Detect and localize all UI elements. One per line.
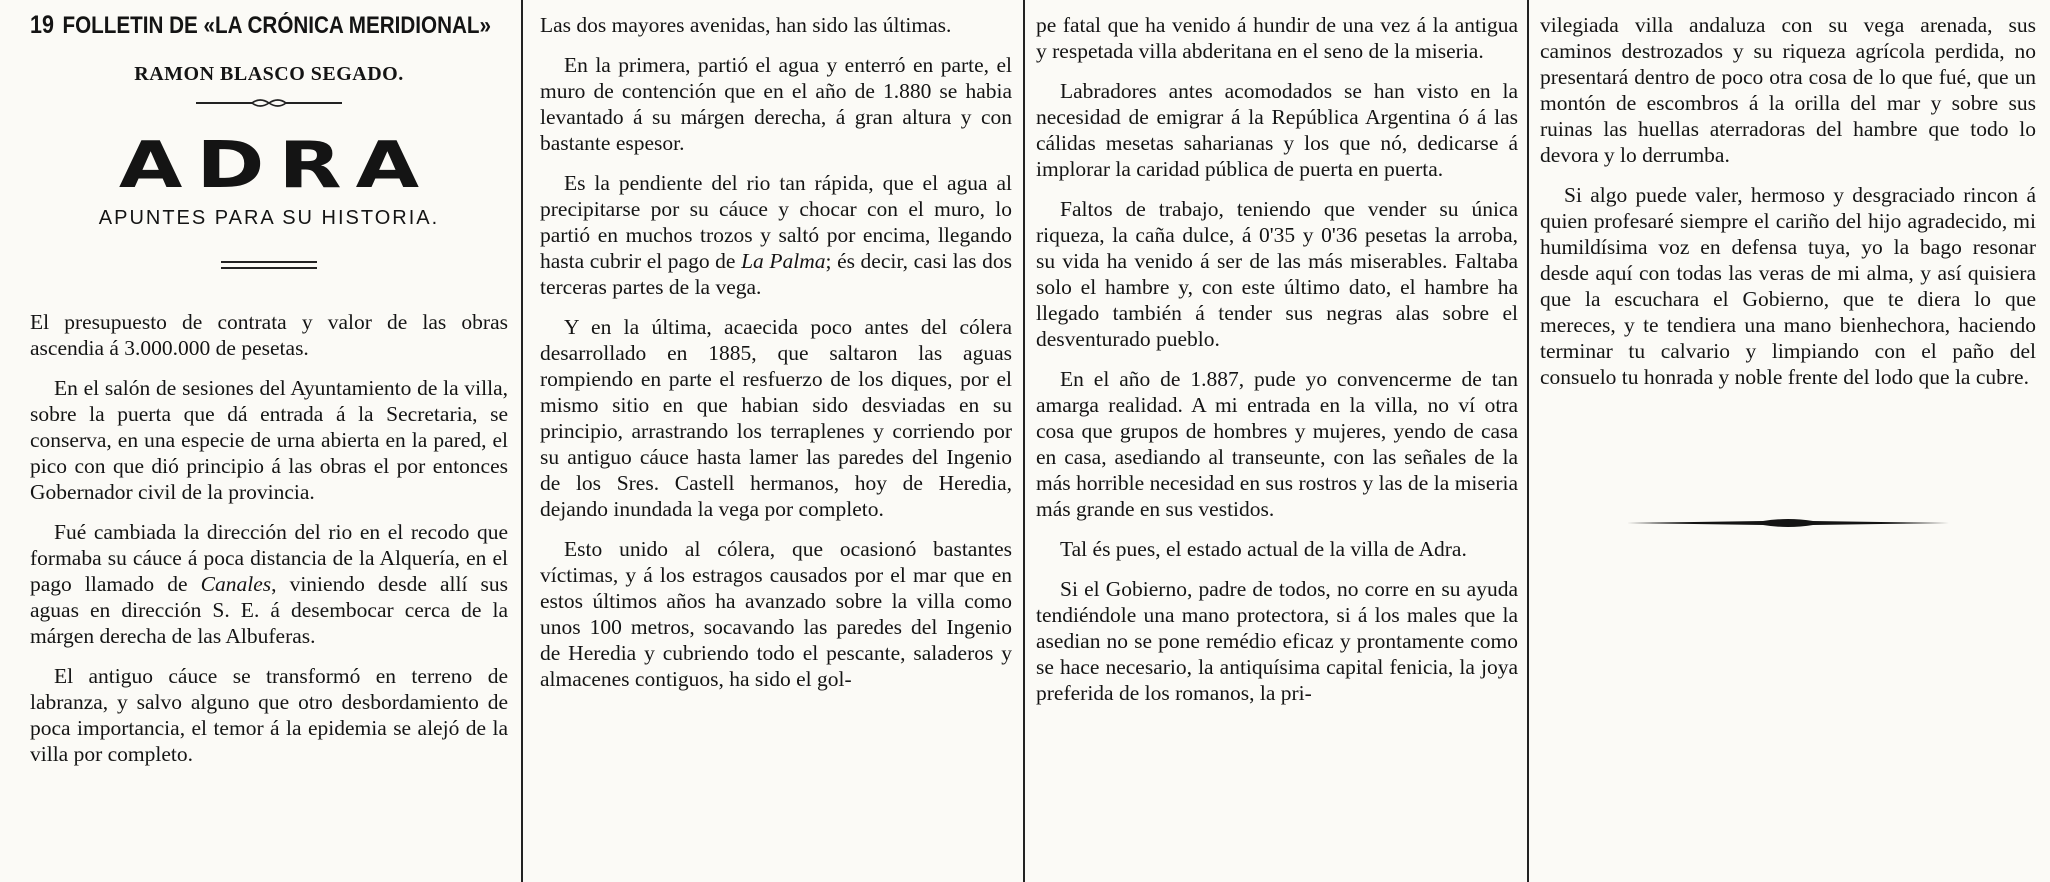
paragraph: Faltos de trabajo, teniendo que vender su única riqueza, la caña dulce, á 0'35 y 0'36 pesetas la arroba, su vida ha venido á ser de las más miserables. Faltaba solo el hambre y, con este último dato, el hambre ha llegado también á tender sus negras alas sobre el desventurado pueblo. xyxy=(1036,197,1518,351)
column-rule xyxy=(521,0,523,882)
double-rule xyxy=(221,261,317,269)
paragraph: Y en la última, acaecida poco antes del cólera desarrollado en 1885, que saltaron las aguas rompiendo en parte el resfuerzo de los diques, por el mismo sitio en que habian sido desviadas en su principio, arrastrando los terraplenes y corriendo por su antiguo cáuce hasta lamer las paredes del Ingenio de los Sres. Castell hermanos, hoy de Heredia, dejando inundada la vega por completo. xyxy=(540,315,1012,521)
paragraph: En el año de 1.887, pude yo convencerme de tan amarga realidad. A mi entrada en la villa, no ví otra cosa que grupos de hombres y mujeres, yendo de casa en casa, asediando al transeunte, con las señales de la más horrible necesidad en sus rostros y las de la miseria más grande en sus vestidos. xyxy=(1036,367,1518,521)
paragraph: vilegiada villa andaluza con su vega arenada, sus caminos destrozados y su riqueza agrícola perdida, no presentará dentro de poco otra cosa de lo que fué, que un montón de escombros á la orilla del mar y sobre sus ruinas las huellas aterradoras del hambre que todo lo devora y lo derrumba. xyxy=(1540,13,2036,167)
italic-term: Canales xyxy=(200,572,272,596)
paragraph: Tal és pues, el estado actual de la villa de Adra. xyxy=(1060,537,1467,561)
paragraph: pe fatal que ha venido á hundir de una vez á la antigua y respetada villa abderitana en el seno de la miseria. xyxy=(1036,13,1518,63)
paragraph: El antiguo cáuce se transformó en terreno de labranza, y salvo alguno que otro desbordamiento de poca importancia, el temor á la epidemia se alejó de la villa por completo. xyxy=(30,664,508,766)
paragraph: En la primera, partió el agua y enterró en parte, el muro de contención que en el año de 1.880 se habia levantado á su márgen derecha, á gran altura y con bastante espesor. xyxy=(540,53,1012,155)
column-rule xyxy=(1527,0,1529,882)
author-name: RAMON BLASCO SEGADO. xyxy=(134,63,404,85)
column-3 xyxy=(1036,12,1518,882)
paragraph: El presupuesto de contrata y valor de las obras ascendia á 3.000.000 de pesetas. xyxy=(30,310,508,360)
ornament-divider-icon xyxy=(194,97,344,109)
paragraph: Esto unido al cólera, que ocasionó bastantes víctimas, y á los estragos causados por el mar que en estos últimos años ha avanzado sobre la villa como unos 100 metros, socavando las paredes del Ingenio de Heredia y cubriendo todo el pescante, saladeros y almacenes contiguos, ha sido el gol- xyxy=(540,537,1012,691)
paragraph: Labradores antes acomodados se han visto en la necesidad de emigrar á la República Argentina ó á las cálidas mesetas saharianas y los que nó, dedicarse á implorar la caridad pública de puerta en puerta. xyxy=(1036,79,1518,181)
paragraph: Fué cambiada la dirección del rio en el recodo que formaba su cáuce á poca distancia de la Alquería, en el pago llamado de Canales, viniendo desde allí sus aguas en dirección S. E. á desembocar cerca de la márgen derecha de las Albuferas. xyxy=(30,520,508,648)
folletin-title: FOLLETIN DE «LA CRÓNICA MERIDIONAL» xyxy=(62,12,492,39)
column-1 xyxy=(30,12,508,882)
end-ornament-rule xyxy=(1623,516,1953,530)
italic-term: La Palma xyxy=(741,249,826,273)
folletin-header xyxy=(30,12,507,39)
paragraph: Es la pendiente del rio tan rápida, que el agua al precipitarse por su cáuce y chocar con el muro, lo partió en muchos trozos y saltó por encima, llegando hasta cubrir el pago de La Palma; és decir, casi las dos terceras partes de la vega. xyxy=(540,171,1012,299)
folletin-number: 19 xyxy=(30,12,54,39)
column-rule xyxy=(1023,0,1025,882)
article-title: ADRA xyxy=(118,128,434,203)
article-subtitle: APUNTES PARA SU HISTORIA. xyxy=(98,207,440,229)
column-4 xyxy=(1540,12,2036,882)
paragraph: En el salón de sesiones del Ayuntamiento de la villa, sobre la puerta que dá entrada á la Secretaria, se conserva, en una especie de urna abierta en la pared, el pico con que dió principio á las obras el por entonces Gobernador civil de la provincia. xyxy=(30,376,508,504)
paragraph: Las dos mayores avenidas, han sido las últimas. xyxy=(540,13,952,37)
paragraph: Si algo puede valer, hermoso y desgraciado rincon á quien profesaré siempre el cariño del hijo agradecido, mi humildísima voz en defensa tuya, yo la bago resonar desde aquí con todas las veras de mi alma, y así quisiera que la escuchara el Gobierno, que te diera lo que mereces, y te tendiera una mano bienhechora, haciendo terminar tu calvario y limpiando con el paño del consuelo tu honrada y noble frente del lodo que la cubre. xyxy=(1540,183,2036,389)
column-2 xyxy=(540,12,1012,882)
paragraph: Si el Gobierno, padre de todos, no corre en su ayuda tendiéndole una mano protectora, si á los males que la asedian no se pone remédio eficaz y prontamente como se hace necesario, la antiquísima capital fenicia, la joya preferida de los romanos, la pri- xyxy=(1036,577,1518,705)
